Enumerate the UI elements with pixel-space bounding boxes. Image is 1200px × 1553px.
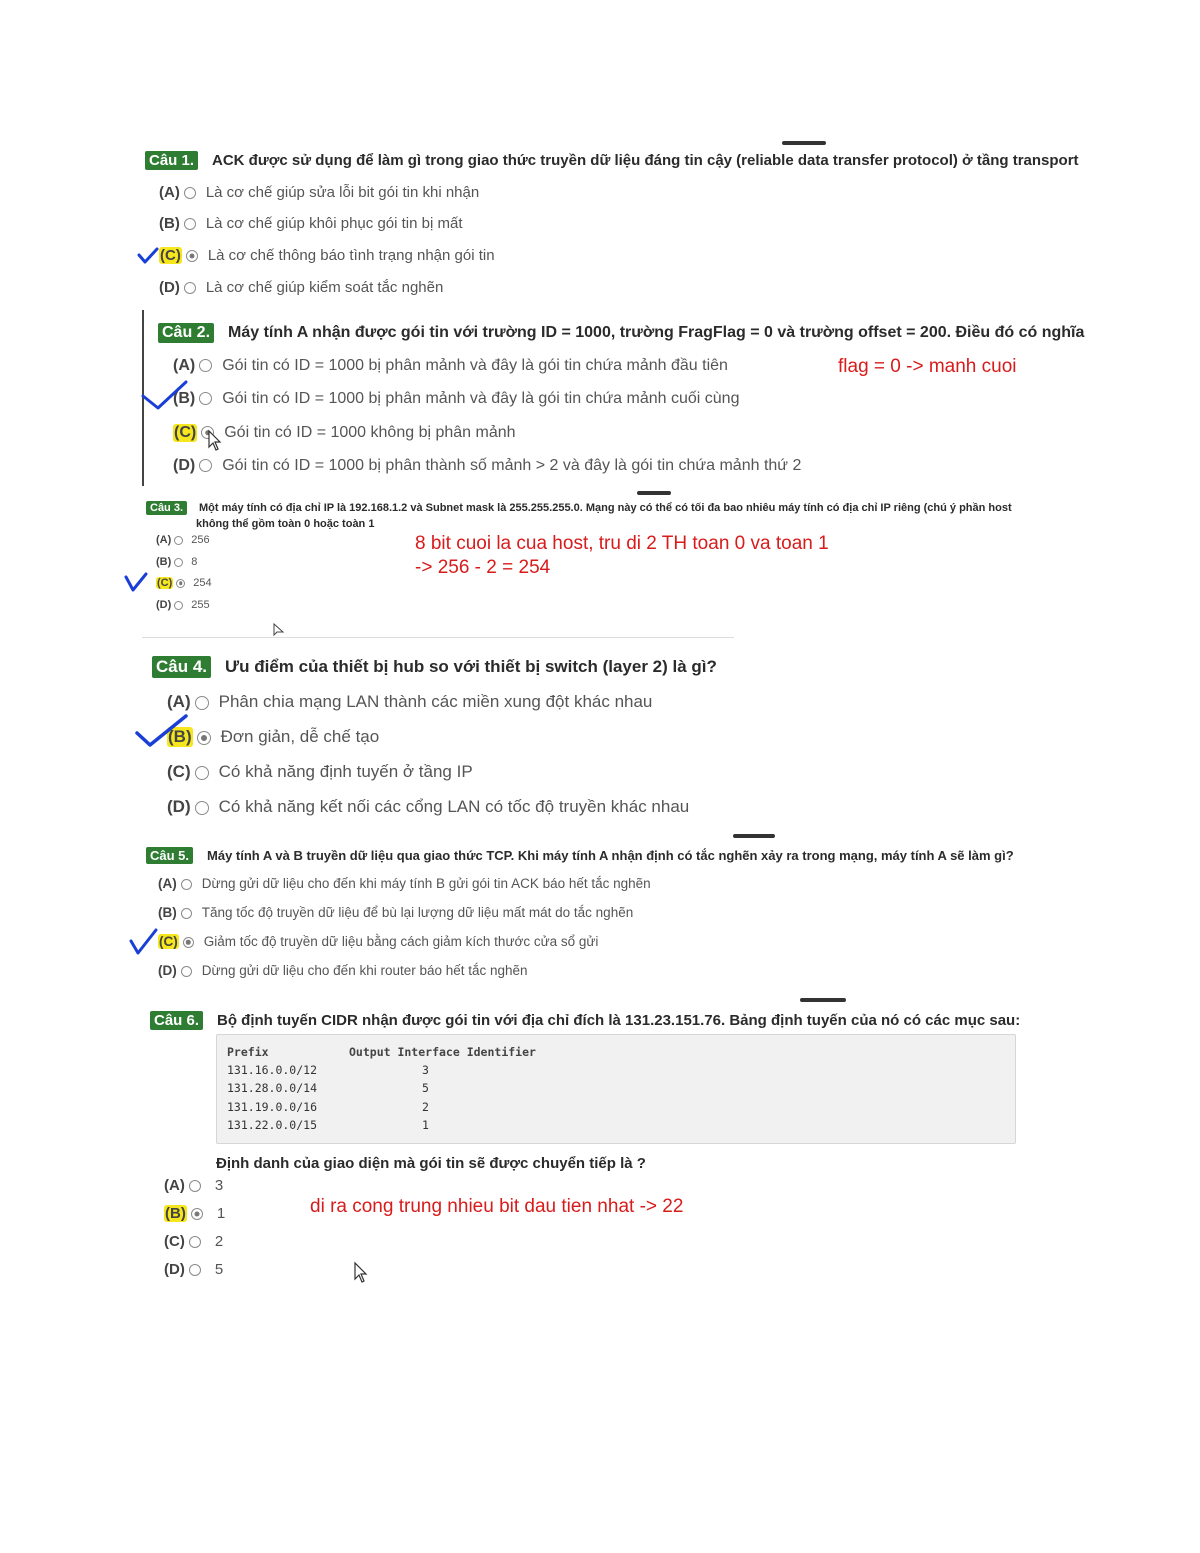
- sub-question-text: Định danh của giao diện mà gói tin sẽ được chuyển tiếp là ?: [216, 1155, 646, 1172]
- radio-empty-icon[interactable]: [189, 1236, 201, 1248]
- radio-selected-icon[interactable]: [197, 731, 211, 745]
- option-b[interactable]: [164, 1205, 225, 1222]
- option-letter: (A): [173, 357, 196, 374]
- option-d[interactable]: [159, 279, 443, 296]
- radio-empty-icon[interactable]: [195, 766, 209, 780]
- question-label: Câu 5.: [146, 847, 193, 864]
- question-text: Ưu điểm của thiết bị hub so với thiết bị switch (layer 2) là gì?: [225, 657, 717, 676]
- option-a[interactable]: [158, 876, 651, 891]
- check-mark-icon: [134, 713, 190, 749]
- scan-dash: [800, 998, 846, 1002]
- radio-selected-icon[interactable]: [186, 250, 198, 262]
- option-d[interactable]: [167, 797, 689, 817]
- radio-empty-icon[interactable]: [195, 801, 209, 815]
- option-letter: (B): [173, 390, 196, 407]
- radio-empty-icon[interactable]: [195, 696, 209, 710]
- table-header-prefix: Prefix: [227, 1045, 269, 1059]
- option-c[interactable]: [159, 247, 495, 264]
- option-c[interactable]: [164, 1233, 223, 1250]
- option-letter: (C): [164, 1233, 185, 1250]
- option-a[interactable]: [173, 357, 728, 375]
- option-text: Dừng gửi dữ liệu cho đến khi máy tính B gửi gói tin ACK báo hết tắc nghẽn: [201, 876, 651, 891]
- question-label: Câu 1.: [145, 151, 198, 170]
- radio-empty-icon[interactable]: [199, 392, 212, 405]
- question-label: Câu 4.: [152, 656, 211, 678]
- option-letter: (A): [167, 692, 191, 711]
- option-letter: (B): [158, 905, 177, 920]
- radio-empty-icon[interactable]: [199, 359, 212, 372]
- check-mark-icon: [129, 928, 159, 956]
- option-letter: (C): [159, 934, 178, 949]
- option-letter: (A): [159, 184, 180, 201]
- option-text: 5: [214, 1261, 224, 1278]
- option-text: Là cơ chế thông báo tình trạng nhận gói tin: [207, 247, 495, 264]
- option-text: 3: [214, 1177, 224, 1194]
- option-letter: (C): [167, 762, 191, 781]
- option-text: Có khả năng định tuyến ở tầng IP: [218, 762, 473, 781]
- option-b[interactable]: [159, 215, 462, 232]
- option-letter: (C): [157, 577, 173, 589]
- table-header-interface: Output Interface Identifier: [349, 1045, 536, 1059]
- table-row-prefix: 131.19.0.0/16: [227, 1100, 318, 1114]
- option-letter: (A): [156, 534, 172, 546]
- radio-empty-icon[interactable]: [199, 459, 212, 472]
- check-mark-icon: [137, 247, 159, 265]
- option-text: 255: [191, 599, 210, 611]
- option-text: Là cơ chế giúp kiểm soát tắc nghẽn: [205, 279, 444, 296]
- table-row-prefix: 131.22.0.0/15: [227, 1118, 318, 1132]
- radio-empty-icon[interactable]: [181, 879, 192, 890]
- option-letter: (D): [159, 279, 180, 296]
- option-text: Là cơ chế giúp khôi phục gói tin bị mất: [205, 215, 463, 232]
- separator-line: [142, 637, 734, 638]
- option-a[interactable]: [164, 1177, 223, 1194]
- table-row-interface: 5: [422, 1081, 429, 1095]
- option-c[interactable]: [173, 424, 516, 442]
- check-mark-icon: [140, 378, 190, 412]
- mouse-cursor-icon: [208, 430, 222, 452]
- option-a[interactable]: [167, 692, 652, 712]
- option-b[interactable]: [167, 727, 379, 747]
- handwritten-note: 8 bit cuoi la cua host, tru di 2 TH toan 0 va toan 1: [415, 533, 829, 554]
- option-b[interactable]: [173, 390, 739, 408]
- option-letter: (D): [173, 457, 196, 474]
- option-text: 256: [191, 534, 210, 546]
- option-letter: (B): [168, 727, 192, 746]
- handwritten-note: flag = 0 -> manh cuoi: [838, 356, 1017, 377]
- option-letter: (B): [159, 215, 180, 232]
- handwritten-note: di ra cong trung nhieu bit dau tien nhat -> 22: [310, 1196, 684, 1217]
- radio-empty-icon[interactable]: [174, 536, 183, 545]
- option-letter: (C): [174, 424, 197, 441]
- question-label: Câu 3.: [146, 501, 187, 515]
- option-text: 2: [214, 1233, 224, 1250]
- radio-empty-icon[interactable]: [184, 218, 196, 230]
- question-text-continued: không thể gồm toàn 0 hoặc toàn 1: [196, 518, 375, 530]
- question-label: Câu 6.: [150, 1011, 203, 1030]
- radio-empty-icon[interactable]: [174, 601, 183, 610]
- option-letter: (D): [167, 797, 191, 816]
- option-letter: (D): [164, 1261, 185, 1278]
- option-letter: (A): [164, 1177, 185, 1194]
- option-d[interactable]: [164, 1261, 223, 1278]
- option-d[interactable]: [173, 457, 801, 475]
- question-text: ACK được sử dụng để làm gì trong giao thức truyền dữ liệu đáng tin cậy (reliable data transfer protocol) ở tầng transport: [212, 152, 1079, 169]
- table-row-interface: 1: [422, 1118, 429, 1132]
- option-d[interactable]: [156, 599, 210, 611]
- option-text: Gói tin có ID = 1000 không bị phân mảnh: [224, 424, 516, 441]
- question-text: Một máy tính có địa chỉ IP là 192.168.1.2 và Subnet mask là 255.255.255.0. Mạng này có thể có tối đa bao nhiêu máy tính có địa chỉ IP riêng (chú ý phần host: [199, 502, 1012, 514]
- scan-dash: [637, 491, 671, 495]
- option-text: 8: [191, 556, 198, 568]
- option-letter: (D): [156, 599, 172, 611]
- table-row-interface: 3: [422, 1063, 429, 1077]
- check-mark-icon: [124, 573, 148, 593]
- option-text: Tăng tốc độ truyền dữ liệu để bù lại lượng dữ liệu mất mát do tắc nghẽn: [201, 905, 634, 920]
- option-c[interactable]: [156, 577, 212, 589]
- radio-empty-icon[interactable]: [181, 966, 192, 977]
- table-row-prefix: 131.16.0.0/12: [227, 1063, 318, 1077]
- radio-empty-icon[interactable]: [189, 1264, 201, 1276]
- option-text: Phân chia mạng LAN thành các miền xung đột khác nhau: [218, 692, 653, 711]
- option-a[interactable]: [159, 184, 479, 201]
- option-text: 254: [193, 577, 212, 589]
- option-c[interactable]: [167, 762, 473, 782]
- radio-selected-icon[interactable]: [176, 579, 185, 588]
- mouse-cursor-icon: [273, 623, 285, 637]
- table-row-interface: 2: [422, 1100, 429, 1114]
- radio-empty-icon[interactable]: [189, 1180, 201, 1192]
- radio-empty-icon[interactable]: [181, 908, 192, 919]
- scan-dash: [733, 834, 775, 838]
- option-b[interactable]: [156, 556, 197, 568]
- option-text: Đơn giản, dễ chế tạo: [220, 727, 380, 746]
- option-text: 1: [216, 1205, 226, 1222]
- option-c[interactable]: [158, 934, 598, 949]
- option-d[interactable]: [158, 963, 528, 978]
- mouse-cursor-icon: [354, 1262, 368, 1284]
- option-text: Gói tin có ID = 1000 bị phân mảnh và đây là gói tin chứa mảnh đầu tiên: [222, 357, 728, 374]
- option-text: Giảm tốc độ truyền dữ liệu bằng cách giảm kích thước cửa sổ gửi: [203, 934, 599, 949]
- question-label: Câu 2.: [158, 323, 214, 343]
- option-a[interactable]: [156, 534, 210, 546]
- radio-empty-icon[interactable]: [184, 187, 196, 199]
- option-b[interactable]: [158, 905, 633, 920]
- option-text: Gói tin có ID = 1000 bị phân thành số mảnh > 2 và đây là gói tin chứa mảnh thứ 2: [222, 457, 802, 474]
- option-text: Gói tin có ID = 1000 bị phân mảnh và đây là gói tin chứa mảnh cuối cùng: [222, 390, 740, 407]
- radio-selected-icon[interactable]: [183, 937, 194, 948]
- option-letter: (B): [165, 1205, 186, 1222]
- question-text: Máy tính A và B truyền dữ liệu qua giao thức TCP. Khi máy tính A nhận định có tắc nghẽn xảy ra trong mạng, máy tính A sẽ làm gì?: [207, 848, 1014, 863]
- scan-dash: [782, 141, 826, 145]
- option-letter: (D): [158, 963, 177, 978]
- option-text: Là cơ chế giúp sửa lỗi bit gói tin khi nhận: [205, 184, 480, 201]
- routing-table: [216, 1034, 1016, 1144]
- option-letter: (A): [158, 876, 177, 891]
- handwritten-note: -> 256 - 2 = 254: [415, 557, 551, 578]
- table-row-prefix: 131.28.0.0/14: [227, 1081, 318, 1095]
- question-text: Bộ định tuyến CIDR nhận được gói tin với địa chỉ đích là 131.23.151.76. Bảng định tuyến của nó có các mục sau:: [217, 1012, 1021, 1029]
- option-letter: (C): [160, 247, 181, 264]
- option-letter: (B): [156, 556, 172, 568]
- radio-empty-icon[interactable]: [174, 558, 183, 567]
- radio-empty-icon[interactable]: [184, 282, 196, 294]
- option-text: Có khả năng kết nối các cổng LAN có tốc độ truyền khác nhau: [218, 797, 690, 816]
- option-text: Dừng gửi dữ liệu cho đến khi router báo hết tắc nghẽn: [201, 963, 528, 978]
- radio-selected-icon[interactable]: [191, 1208, 203, 1220]
- question-text: Máy tính A nhận được gói tin với trường ID = 1000, trường FragFlag = 0 và trường offset = 200. Điều đó có nghĩa: [228, 324, 1085, 341]
